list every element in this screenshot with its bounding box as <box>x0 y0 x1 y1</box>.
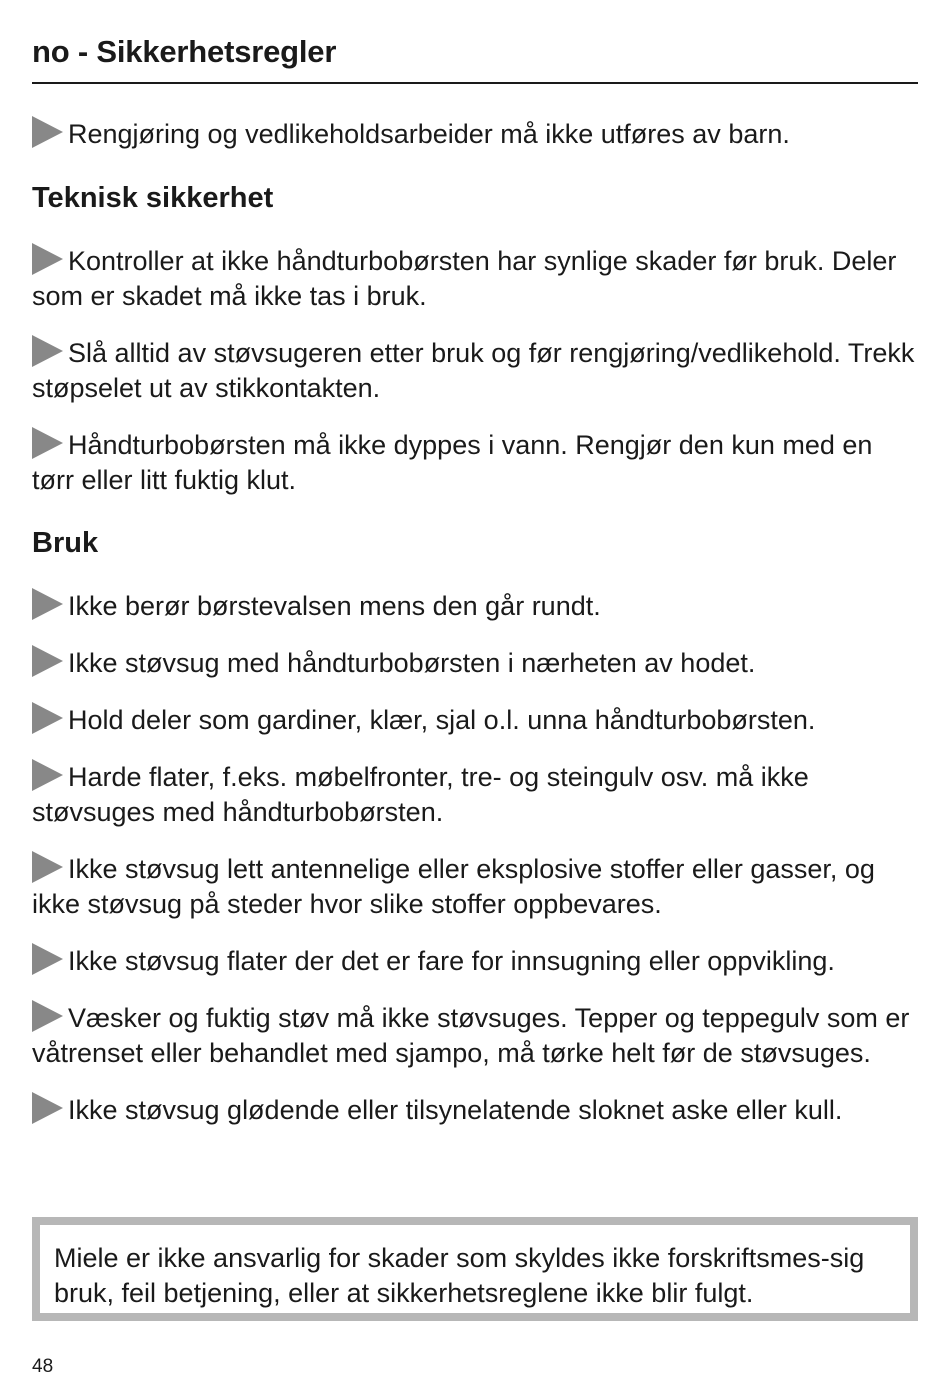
warning-arrow-icon <box>32 943 63 975</box>
safety-content <box>32 116 918 1149</box>
safety-item <box>32 243 918 314</box>
safety-item-text: Ikke støvsug flater der det er fare for innsugning eller oppvikling. <box>68 946 835 976</box>
warning-arrow-icon <box>32 702 63 734</box>
safety-item <box>32 588 918 624</box>
safety-item-text: Ikke støvsug glødende eller tilsynelatende sloknet aske eller kull. <box>68 1095 843 1125</box>
page-number: 48 <box>32 1356 54 1377</box>
liability-note-text: Miele er ikke ansvarlig for skader som skyldes ikke forskriftsmes-sig bruk, feil betjening, eller at sikkerhetsreglene ikke blir fulgt. <box>54 1243 865 1308</box>
safety-item <box>32 427 918 498</box>
safety-item-text: Håndturbobørsten må ikke dyppes i vann. Rengjør den kun med en tørr eller litt fuktig klut. <box>32 430 873 495</box>
safety-item-text: Ikke berør børstevalsen mens den går rundt. <box>68 591 601 621</box>
page-title: no - Sikkerhetsregler <box>32 34 337 69</box>
warning-arrow-icon <box>32 1092 63 1124</box>
header-divider <box>32 82 918 84</box>
warning-arrow-icon <box>32 116 63 148</box>
liability-note-box <box>32 1217 918 1321</box>
safety-item <box>32 645 918 681</box>
warning-arrow-icon <box>32 588 63 620</box>
safety-item <box>32 1000 918 1071</box>
safety-item-text: Harde flater, f.eks. møbelfronter, tre- og steingulv osv. må ikke støvsuges med håndturbobørsten. <box>32 762 809 827</box>
warning-arrow-icon <box>32 851 63 883</box>
safety-item-text: Ikke støvsug med håndturbobørsten i nærheten av hodet. <box>68 648 756 678</box>
safety-item-text: Væsker og fuktig støv må ikke støvsuges. Tepper og teppegulv som er våtrenset eller behandlet med sjampo, må tørke helt før de støvsuges. <box>32 1003 910 1068</box>
safety-item <box>32 759 918 830</box>
safety-item-text: Hold deler som gardiner, klær, sjal o.l. unna håndturbobørsten. <box>68 705 816 735</box>
section-heading-technical-safety: Teknisk sikkerhet <box>32 182 274 214</box>
safety-item <box>32 1092 918 1128</box>
safety-item <box>32 116 918 152</box>
safety-item-text: Kontroller at ikke håndturbobørsten har synlige skader før bruk. Deler som er skadet må ikke tas i bruk. <box>32 246 897 311</box>
warning-arrow-icon <box>32 645 63 677</box>
safety-item <box>32 943 918 979</box>
warning-arrow-icon <box>32 243 63 275</box>
safety-item-text: Rengjøring og vedlikeholdsarbeider må ikke utføres av barn. <box>68 119 790 149</box>
warning-arrow-icon <box>32 759 63 791</box>
safety-item-text: Slå alltid av støvsugeren etter bruk og før rengjøring/vedlikehold. Trekk støpselet ut av stikkontakten. <box>32 338 915 403</box>
warning-arrow-icon <box>32 1000 63 1032</box>
section-heading-usage: Bruk <box>32 527 99 559</box>
safety-item-text: Ikke støvsug lett antennelige eller eksplosive stoffer eller gasser, og ikke støvsug på steder hvor slike stoffer oppbevares. <box>32 854 875 919</box>
warning-arrow-icon <box>32 335 63 367</box>
warning-arrow-icon <box>32 427 63 459</box>
safety-item <box>32 851 918 922</box>
safety-item <box>32 335 918 406</box>
safety-item <box>32 702 918 738</box>
